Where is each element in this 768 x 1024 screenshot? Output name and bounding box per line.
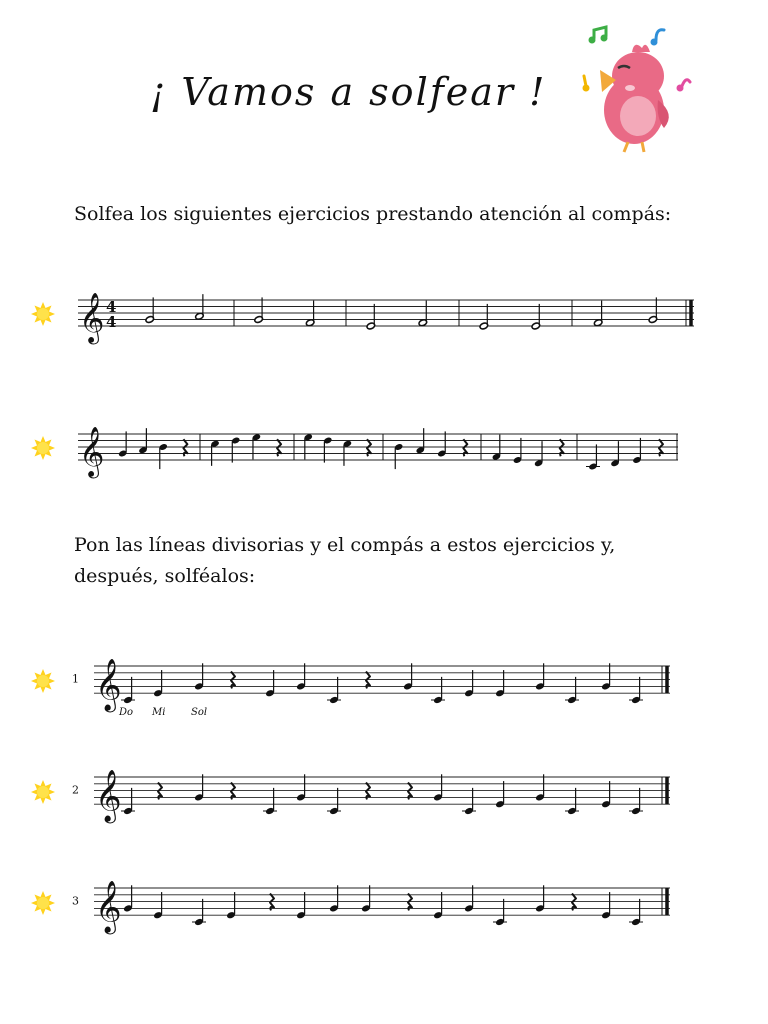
quarter-note	[565, 788, 579, 815]
quarter-note	[231, 436, 241, 462]
quarter-note	[601, 781, 611, 808]
half-note	[531, 304, 541, 330]
quarter-note	[610, 441, 620, 467]
page-title: ¡ Vamos a solfear !	[150, 70, 547, 114]
quarter-note	[263, 788, 277, 815]
quarter-note	[265, 670, 275, 697]
treble-clef-icon: 𝄞	[79, 426, 105, 477]
quarter-note	[462, 788, 476, 815]
quarter-note	[118, 431, 128, 457]
quarter-note	[629, 788, 643, 815]
half-note	[418, 301, 428, 327]
half-note	[145, 297, 155, 323]
half-note	[254, 297, 264, 323]
quarter-note	[492, 435, 502, 461]
solfege-label: Sol	[191, 707, 208, 718]
exercise-number: 1	[72, 672, 79, 686]
quarter-note	[210, 440, 220, 466]
sun-bullet-icon	[31, 669, 55, 693]
exercise-number: 3	[72, 894, 79, 908]
quarter-note	[138, 428, 148, 454]
half-note	[648, 297, 658, 323]
staff-practice-2	[66, 768, 680, 822]
quarter-note	[361, 885, 371, 912]
quarter-note	[296, 892, 306, 919]
staff-practice-1	[66, 657, 680, 711]
treble-clef-icon: 𝄞	[95, 768, 122, 822]
quarter-note	[194, 663, 204, 690]
quarter-note	[327, 677, 341, 704]
quarter-note	[586, 444, 600, 470]
quarter-note	[437, 431, 447, 457]
instruction-text-2: Pon las líneas divisorias y el compás a estos ejercicios y, después, solféalos:	[74, 534, 616, 587]
quarter-note	[343, 440, 353, 466]
sun-bullet-icon	[31, 891, 55, 915]
quarter-note	[323, 436, 333, 462]
quarter-note	[327, 788, 341, 815]
quarter-note	[226, 892, 236, 919]
quarter-note	[534, 441, 544, 467]
time-signature-top: 4	[106, 298, 117, 316]
quarter-note	[121, 788, 135, 815]
staff-exercise-a	[74, 290, 700, 343]
quarter-note	[415, 428, 425, 454]
staff-exercise-b	[74, 424, 684, 477]
instruction-text-1: Solfea los siguientes ejercicios prestando atención al compás:	[74, 203, 672, 225]
quarter-note	[565, 677, 579, 704]
half-note	[305, 301, 315, 327]
quarter-note	[535, 774, 545, 801]
quarter-note	[394, 443, 404, 469]
sun-bullet-icon	[31, 780, 55, 804]
quarter-note	[601, 663, 611, 690]
quarter-note	[535, 885, 545, 912]
singing-bird-illustration	[572, 18, 702, 163]
treble-clef-icon: 𝄞	[95, 657, 122, 711]
quarter-note	[158, 443, 168, 469]
quarter-note	[629, 677, 643, 704]
quarter-note	[632, 438, 642, 464]
solfege-label: Do	[119, 707, 134, 718]
quarter-note	[535, 663, 545, 690]
quarter-note	[123, 885, 133, 912]
sun-bullet-icon	[31, 302, 55, 326]
quarter-note	[601, 892, 611, 919]
treble-clef-icon: 𝄞	[79, 292, 105, 343]
sun-bullet-icon	[31, 436, 55, 460]
half-note	[479, 304, 489, 330]
staff-practice-3	[66, 879, 680, 933]
quarter-note	[495, 670, 505, 697]
half-note	[366, 304, 376, 330]
quarter-note	[194, 774, 204, 801]
quarter-note	[329, 885, 339, 912]
quarter-note	[403, 663, 413, 690]
quarter-note	[296, 774, 306, 801]
treble-clef-icon: 𝄞	[95, 879, 122, 933]
quarter-note	[464, 885, 474, 912]
time-signature-bottom: 4	[106, 313, 117, 331]
quarter-note	[153, 670, 163, 697]
exercise-number: 2	[72, 783, 79, 797]
half-note	[195, 294, 205, 320]
quarter-note	[629, 899, 643, 926]
quarter-note	[513, 438, 523, 464]
quarter-note	[433, 892, 443, 919]
quarter-note	[153, 892, 163, 919]
quarter-note	[296, 663, 306, 690]
quarter-note	[495, 781, 505, 808]
quarter-note	[121, 677, 135, 704]
quarter-note	[303, 433, 313, 459]
solfege-label: Mi	[152, 707, 166, 718]
quarter-note	[493, 899, 507, 926]
quarter-note	[433, 774, 443, 801]
quarter-note	[464, 670, 474, 697]
quarter-note	[431, 677, 445, 704]
half-note	[593, 301, 603, 327]
quarter-note	[192, 899, 206, 926]
quarter-note	[252, 433, 262, 459]
